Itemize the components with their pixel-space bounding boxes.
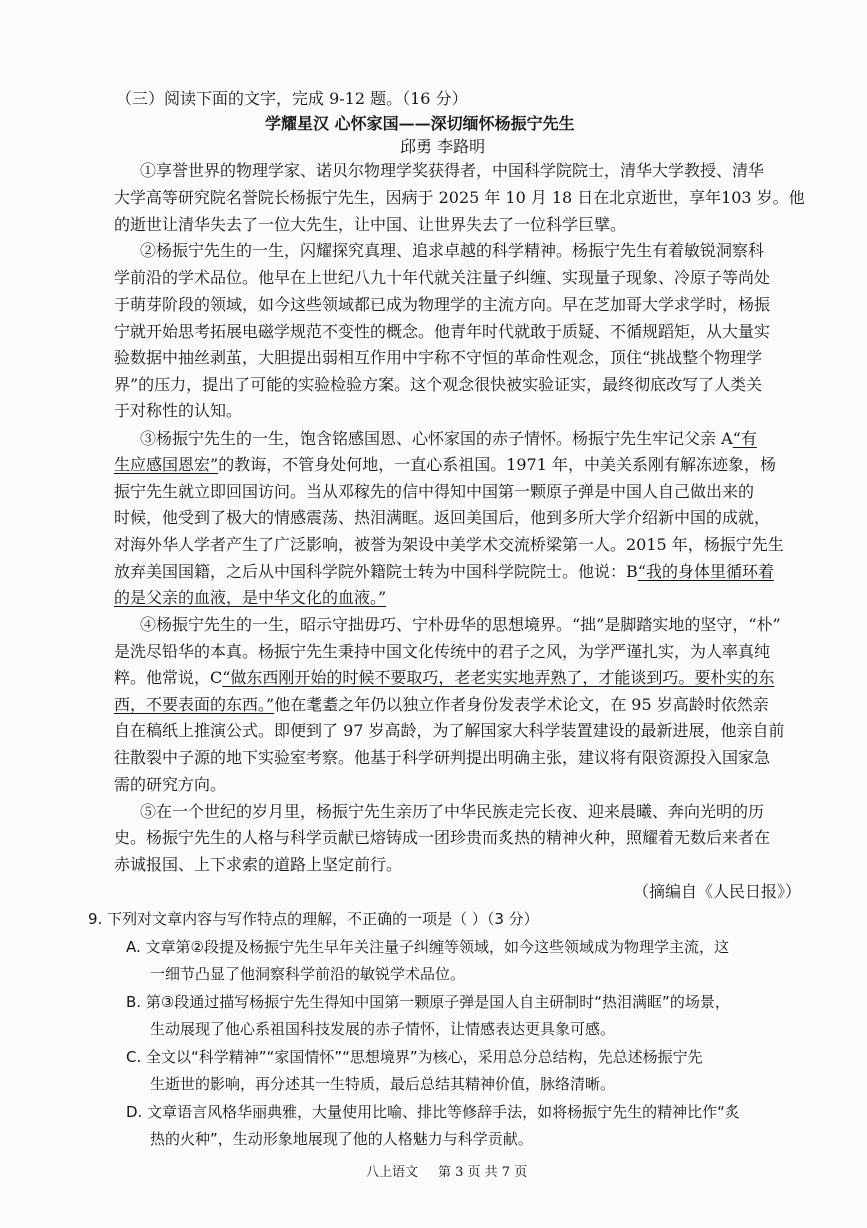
p3-line-2: 生应感国恩宏”的教诲，不管身处何地，一直心系祖国。1971 年，中美关系刚有解冻迹象，杨 (114, 455, 776, 474)
p5-line-1: ⑤在一个世纪的岁月里，杨振宁先生亲历了中华民族走完长夜、迎来晨曦、奔向光明的历 (140, 802, 765, 821)
quote-b: “我的身体里循环着 (637, 562, 774, 581)
quote-a-cont: 生应感国恩宏” (114, 455, 219, 474)
option-d-line-1: D. 文章语言风格华丽典雅，大量使用比喻、排比等修辞手法，如将杨振宁先生的精神比作“炙 (126, 1103, 740, 1121)
p3-line-5: 对海外华人学者产生了广泛影响，被誉为架设中美学术交流桥梁第一人。2015 年，杨振宁先生 (114, 535, 784, 554)
p2-line-1: ②杨振宁先生的一生，闪耀探究真理、追求卓越的科学精神。杨振宁先生有着敏锐洞察科 (140, 241, 765, 260)
p4-line-1: ④杨振宁先生的一生，昭示守拙毋巧、宁朴毋华的思想境界。“拙”是脚踏实地的坚守，“朴” (140, 615, 781, 634)
footer-subject: 八上语文 (366, 1165, 419, 1180)
option-a-line-1: A. 文章第②段提及杨振宁先生早年关注量子纠缠等领域，如今这些领域成为物理学主流，这 (126, 938, 729, 956)
p2-line-3: 于萌芽阶段的领域，如今这些领域都已成为物理学的主流方向。早在芝加哥大学求学时，杨振 (114, 295, 771, 314)
p4-line-3: 粹。他常说，C“做东西刚开始的时候不要取巧，老老实实地弄熟了，才能谈到巧。要朴实的东 (114, 668, 775, 687)
p3-line-3: 振宁先生就立即回国访问。当从邓稼先的信中得知中国第一颗原子弹是中国人自己做出来的 (114, 482, 755, 501)
quote-c: “做东西刚开始的时候不要取巧，老老实实地弄熟了，才能谈到巧。要朴实的东 (222, 668, 775, 687)
option-b-line-2: 生动展现了他心系祖国科技发展的赤子情怀，让情感表达更具象可感。 (150, 1020, 616, 1038)
p1-line-2: 大学高等研究院名誉院长杨振宁先生，因病于 2025 年 10 月 18 日在北京逝世，享年103 岁。他 (114, 188, 805, 207)
p2-line-6: 界”的压力，提出了可能的实验检验方案。这个观念很快被实验证实，最终彻底改写了人类关 (114, 375, 763, 394)
p3-line-1: ③杨振宁先生的一生，饱含铭感国恩、心怀家国的赤子情怀。杨振宁先生牢记父亲 A“有 (140, 429, 757, 448)
article-authors: 邱勇 李路明 (400, 137, 486, 156)
article-title: 学耀星汉 心怀家国——深切缅怀杨振宁先生 (265, 114, 575, 133)
p2-line-5: 验数据中抽丝剥茧，大胆提出弱相互作用中宇称不守恒的革命性观念，顶住“挑战整个物理学 (114, 348, 763, 367)
p4-line-2: 是洗尽铅华的本真。杨振宁先生秉持中国文化传统中的君子之风，为学严谨扎实，为人率真纯 (114, 642, 771, 661)
p5-line-3: 赤诚报国、上下求索的道路上坚定前行。 (114, 855, 403, 874)
p3-line-6: 放弃美国国籍，之后从中国科学院外籍院士转为中国科学院院士。他说：B“我的身体里循环着 (114, 562, 774, 581)
p2-line-4: 宁就开始思考拓展电磁学规范不变性的概念。他青年时代就敢于质疑、不循规蹈矩，从大量实 (114, 322, 771, 341)
option-d-line-2: 热的火种”，生动形象地展现了他的人格魅力与科学贡献。 (150, 1130, 533, 1148)
p5-line-2: 史。杨振宁先生的人格与科学贡献已熔铸成一团珍贵而炙热的精神火种，照耀着无数后来者在 (114, 828, 771, 847)
quote-c-cont: 西，不要表面的东西。” (114, 695, 275, 714)
p4-line-5: 自在稿纸上推演公式。即便到了 97 岁高龄，为了解国家大科学装置建设的最新进展，他亲自前 (114, 721, 785, 740)
option-c-line-1: C. 全文以“科学精神”“家国情怀”“思想境界”为核心，采用总分总结构，先总述杨振宁先 (126, 1048, 703, 1066)
p4-line-6: 往散裂中子源的地下实验室考察。他基于科学研判提出明确主张，建议将有限资源投入国家急 (114, 748, 771, 767)
p2-line-7: 于对称性的认知。 (114, 401, 243, 420)
p1-line-1: ①享誉世界的物理学家、诺贝尔物理学奖获得者，中国科学院院士，清华大学教授、清华 (140, 161, 765, 180)
question-9-stem: 9. 下列对文章内容与写作特点的理解，不正确的一项是（ ）（3 分） (88, 910, 539, 928)
p3-line-7 (114, 587, 386, 609)
p3-line-4: 时候，他受到了极大的情感震荡、热泪满眶。返回美国后，他到多所大学介绍新中国的成就， (114, 508, 771, 527)
p4-line-4: 西，不要表面的东西。”他在耄耋之年仍以独立作者身份发表学术论文，在 95 岁高龄时依然亲 (114, 695, 769, 714)
option-a-line-2: 一细节凸显了他洞察科学前沿的敏锐学术品位。 (150, 965, 466, 983)
article-source: （摘编自《人民日报》） (633, 882, 802, 901)
quote-b-cont: 的是父亲的血液，是中华文化的血液。” (114, 588, 387, 607)
section-heading: （三）阅读下面的文字，完成 9-12 题。（16 分） (116, 89, 468, 108)
option-b-line-1: B. 第③段通过描写杨振宁先生得知中国第一颗原子弹是国人自主研制时“热泪满眶”的场景， (126, 993, 730, 1011)
option-c-line-2: 生逝世的影响，再分述其一生特质，最后总结其精神价值，脉络清晰。 (150, 1075, 616, 1093)
p1-line-3: 的逝世让清华失去了一位大先生，让中国、让世界失去了一位科学巨擘。 (114, 215, 627, 234)
footer-page-number: 第 3 页 共 7 页 (438, 1165, 528, 1180)
p4-line-7: 需的研究方向。 (114, 775, 227, 794)
p2-line-2: 学前沿的学术品位。他早在上世纪八九十年代就关注量子纠缠、实现量子现象、冷原子等尚处 (114, 268, 771, 287)
quote-a: “有 (732, 429, 757, 448)
